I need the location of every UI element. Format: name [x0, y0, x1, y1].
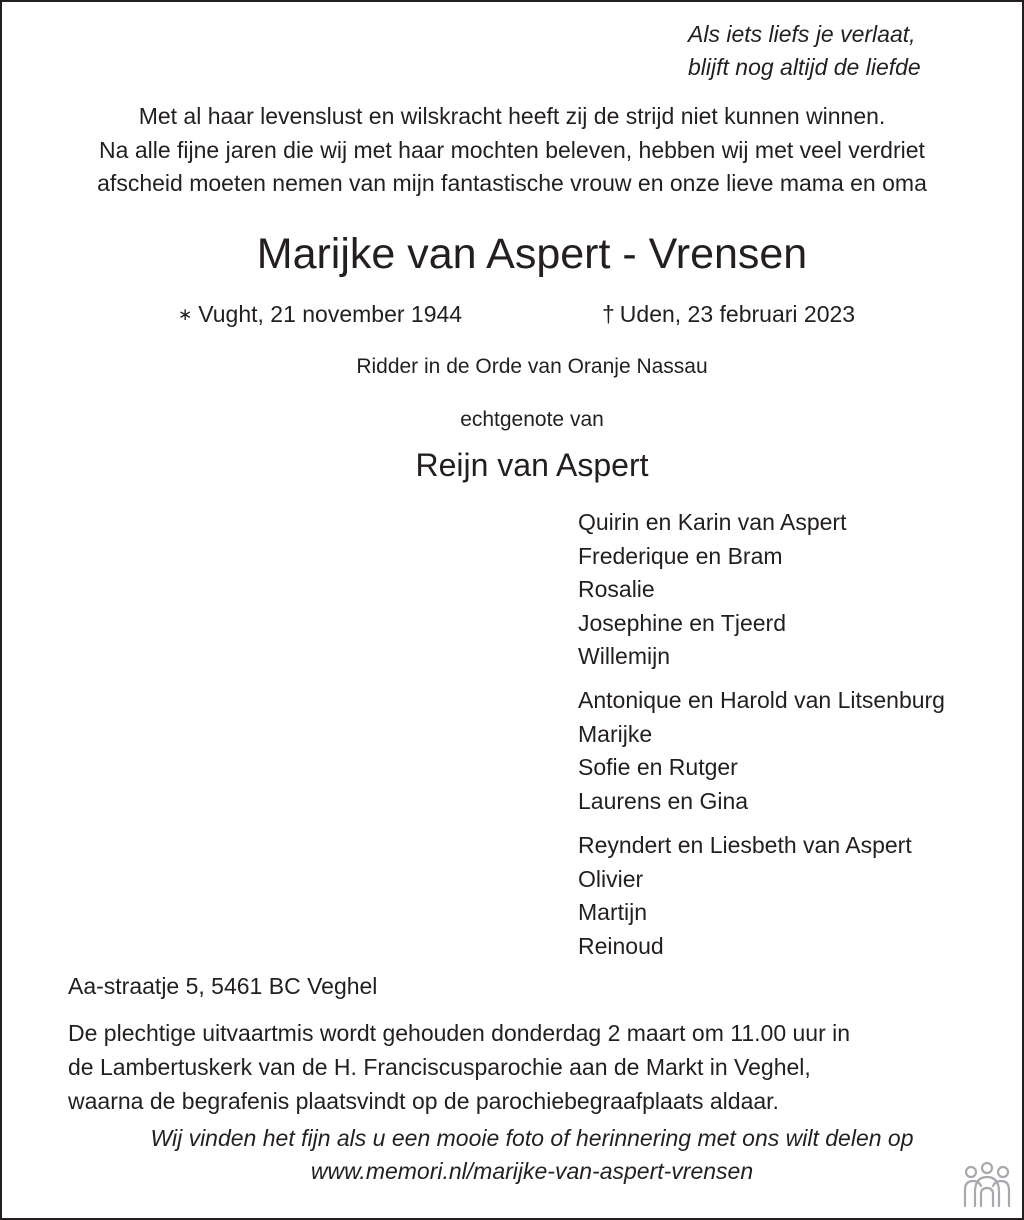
- intro-line-1: Met al haar levenslust en wilskracht heeft zij de strijd niet kunnen winnen.: [138, 103, 886, 129]
- memori-invitation: [0, 1122, 1024, 1188]
- birth-info: [178, 298, 462, 333]
- intro-line-3: afscheid moeten nemen van mijn fantastische vrouw en onze lieve mama en oma: [97, 170, 927, 196]
- service-details: [68, 1016, 850, 1118]
- family-member: Willemijn: [578, 643, 670, 669]
- family-member: Reinoud: [578, 932, 664, 959]
- spouse-name: Reijn van Aspert: [415, 447, 649, 483]
- birth-star-icon: ∗: [178, 305, 193, 324]
- birth-date: Vught, 21 november 1944: [198, 301, 463, 327]
- family-group-2: [578, 684, 945, 818]
- family-member: Josephine en Tjeerd: [578, 609, 786, 636]
- family-member: Olivier: [578, 865, 644, 892]
- motto-line-1: Als iets liefs je verlaat,: [688, 21, 916, 47]
- death-date: Uden, 23 februari 2023: [619, 301, 856, 327]
- family-group-1: [578, 506, 846, 674]
- spouse-label: echtgenote van: [460, 408, 604, 431]
- motto: [688, 18, 921, 84]
- deceased-name: Marijke van Aspert - Vrensen: [256, 230, 808, 278]
- service-line-3: waarna de begrafenis plaatsvindt op de parochiebegraafplaats aldaar.: [68, 1088, 779, 1114]
- service-line-1: De plechtige uitvaartmis wordt gehouden donderdag 2 maart om 11.00 uur in: [68, 1020, 851, 1046]
- family-member: Sofie en Rutger: [578, 754, 738, 780]
- service-line-2: de Lambertuskerk van de H. Franciscusparochie aan de Markt in Veghel,: [68, 1054, 811, 1080]
- family-member: Rosalie: [578, 576, 655, 602]
- memori-people-icon: [962, 1162, 1012, 1208]
- family-member: Reyndert en Liesbeth van Aspert: [578, 832, 912, 858]
- motto-line-2: blijft nog altijd de liefde: [688, 54, 921, 80]
- family-member: Quirin en Karin van Aspert: [578, 509, 847, 535]
- death-info: [602, 298, 855, 330]
- family-group-3: [578, 829, 912, 963]
- death-cross-icon: †: [602, 301, 615, 327]
- memori-link[interactable]: www.memori.nl/marijke-van-aspert-vrensen: [310, 1158, 754, 1184]
- family-member: Antonique en Harold van Litsenburg: [578, 687, 945, 713]
- intro-line-2: Na alle fijne jaren die wij met haar mochten beleven, hebben wij met veel verdriet: [99, 136, 925, 163]
- family-member: Martijn: [578, 899, 648, 925]
- family-member: Marijke: [578, 720, 653, 747]
- memori-text: Wij vinden het fijn als u een mooie foto of herinnering met ons wilt delen op: [150, 1125, 914, 1151]
- honor-title: Ridder in de Orde van Oranje Nassau: [356, 355, 708, 378]
- intro-text: [0, 100, 1024, 201]
- correspondence-address: Aa-straatje 5, 5461 BC Veghel: [68, 973, 378, 999]
- family-member: Frederique en Bram: [578, 542, 783, 569]
- family-member: Laurens en Gina: [578, 787, 749, 814]
